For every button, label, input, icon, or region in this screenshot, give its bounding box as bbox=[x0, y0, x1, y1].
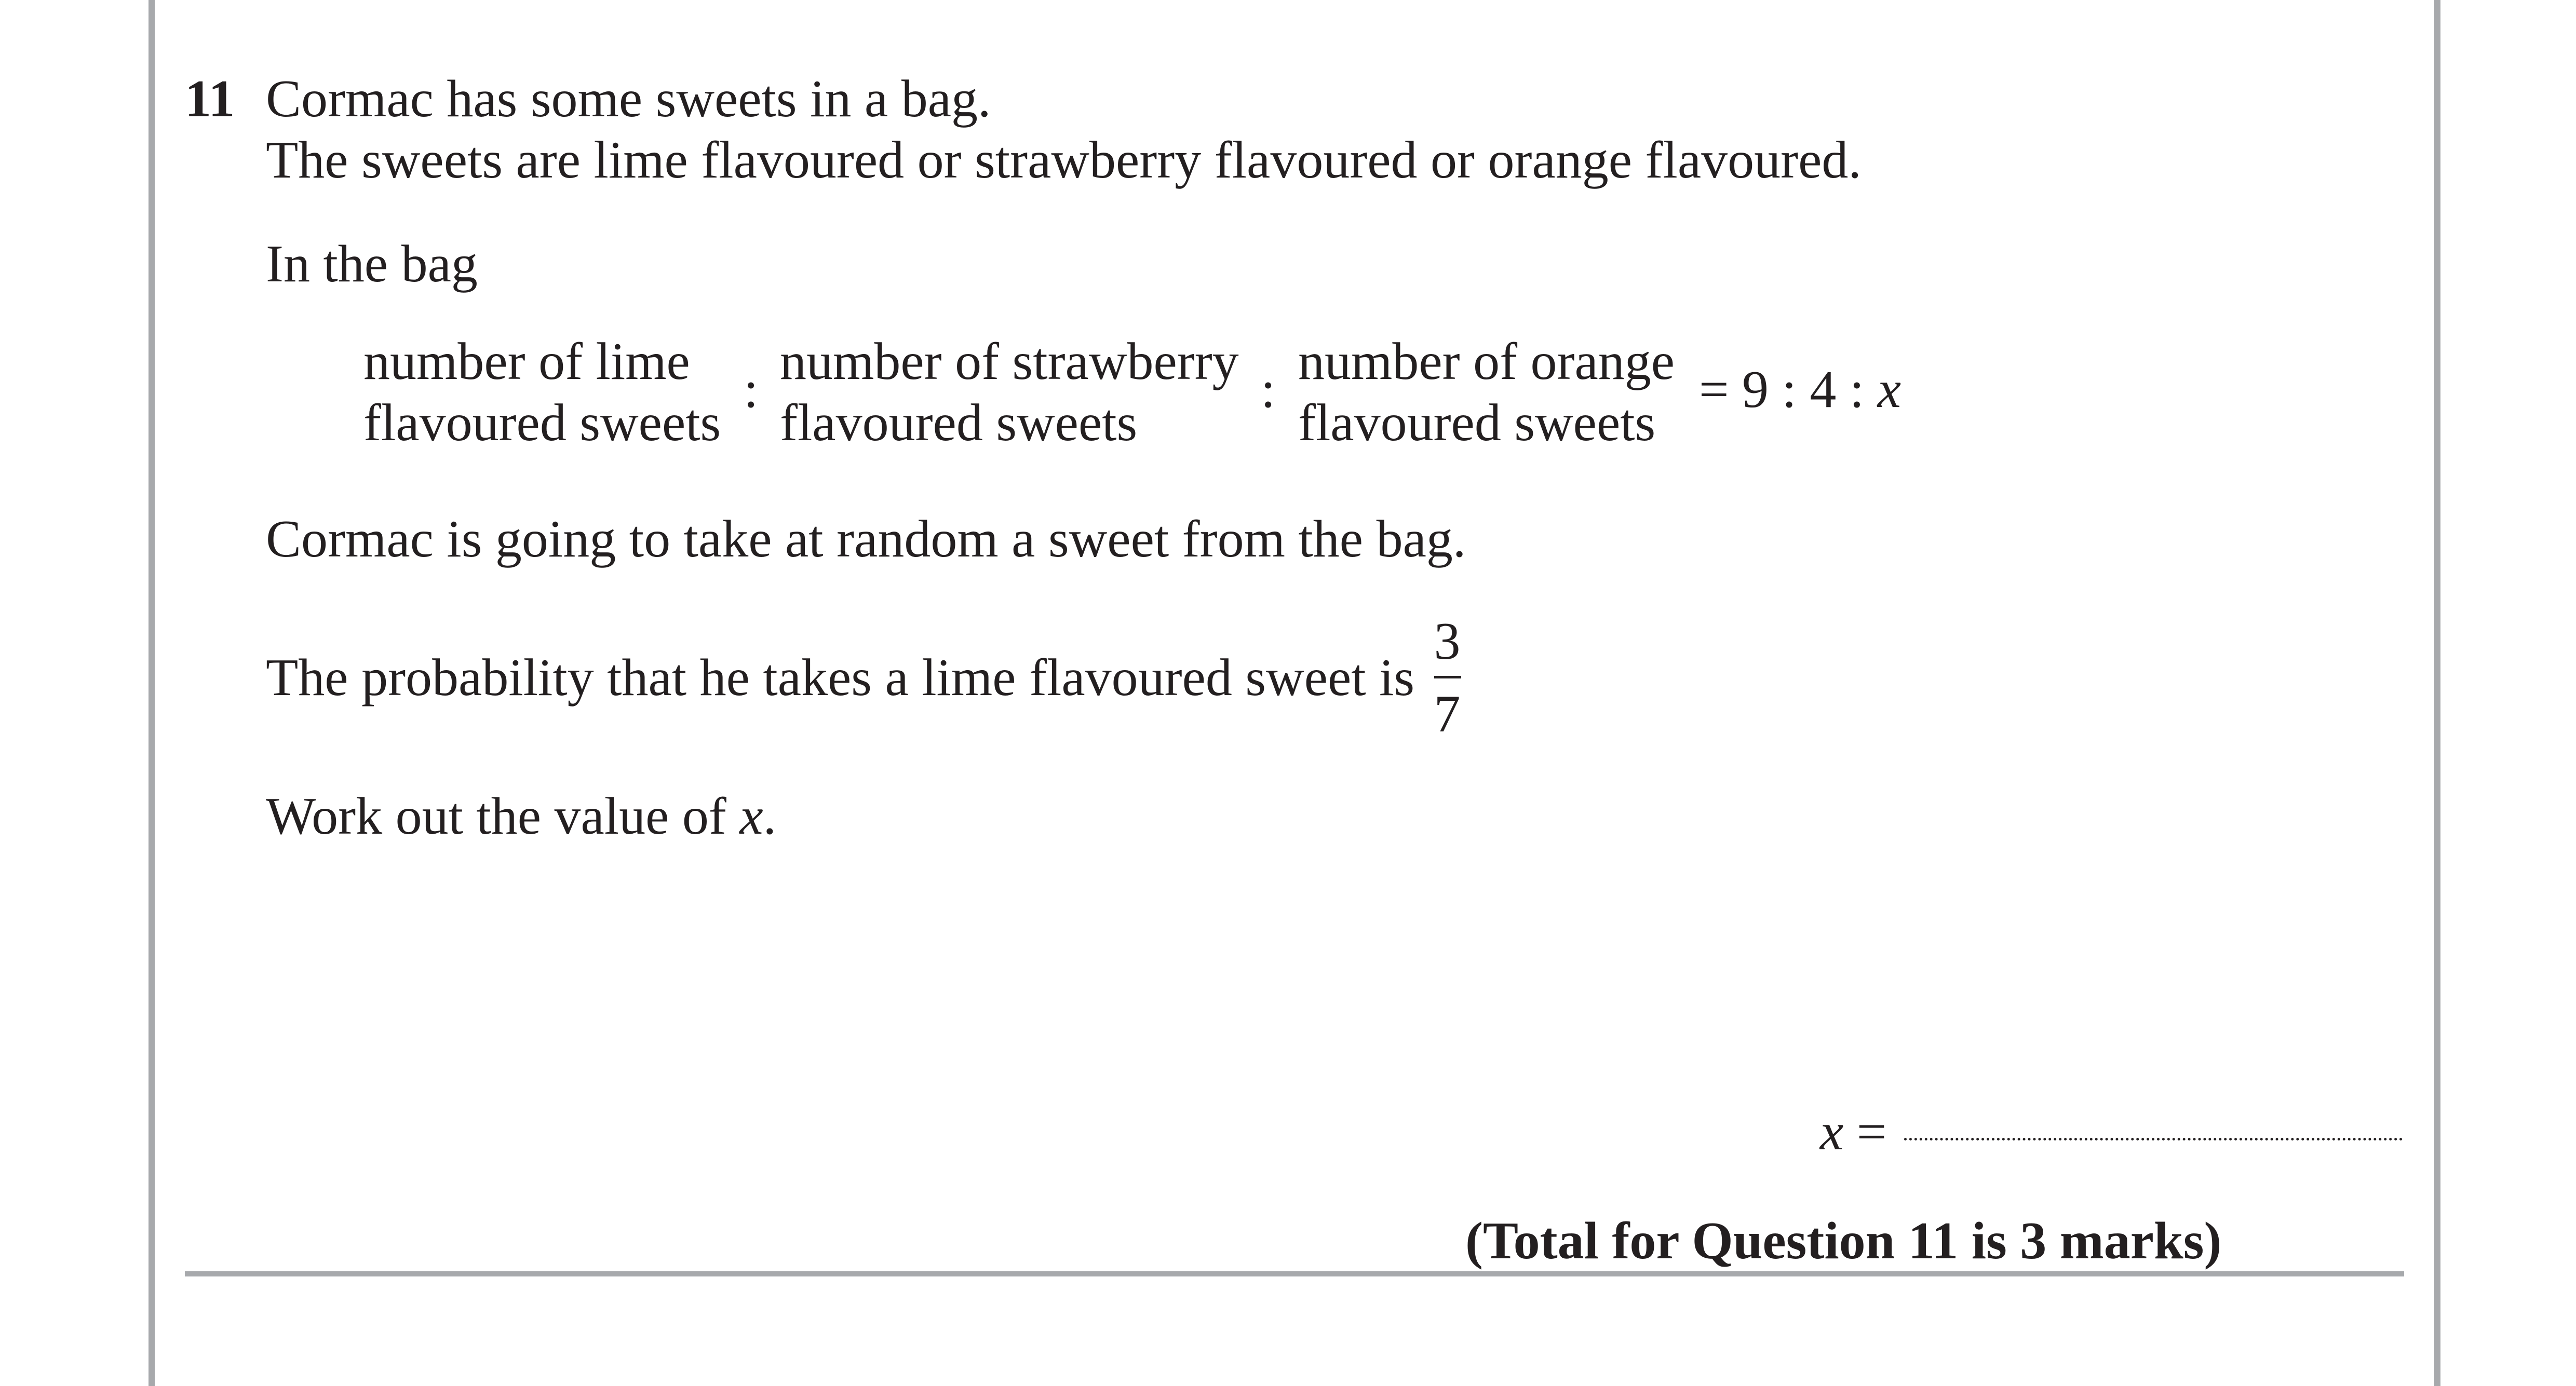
total-marks: (Total for Question 11 is 3 marks) bbox=[1465, 1212, 2222, 1270]
ratio-term-line: number of lime bbox=[363, 332, 690, 391]
instruction-text bbox=[266, 787, 777, 846]
ratio-term-strawberry bbox=[780, 331, 1239, 454]
ratio-term-line: flavoured sweets bbox=[363, 393, 721, 452]
question-line-2: The sweets are lime flavoured or strawberry flavoured or orange flavoured. bbox=[266, 131, 1862, 189]
question-line-1: Cormac has some sweets in a bag. bbox=[266, 70, 991, 128]
fraction-denominator: 7 bbox=[1434, 685, 1461, 743]
probability-text: The probability that he takes a lime flavoured sweet is bbox=[266, 648, 1415, 707]
random-text: Cormac is going to take at random a sweet from the bag. bbox=[266, 510, 1466, 568]
ratio-colon: : bbox=[744, 360, 759, 419]
page-border-left bbox=[149, 0, 155, 1386]
ratio-equals: = 9 : 4 : bbox=[1699, 360, 1878, 419]
page-border-right bbox=[2434, 0, 2440, 1386]
ratio-values bbox=[1699, 360, 1901, 419]
ratio-term-orange bbox=[1298, 331, 1675, 454]
answer-label bbox=[1820, 1103, 1887, 1161]
fraction-numerator: 3 bbox=[1434, 612, 1461, 671]
instruction-variable: x bbox=[739, 787, 763, 846]
ratio-term-lime bbox=[363, 331, 721, 454]
answer-line[interactable] bbox=[1904, 1138, 2403, 1140]
answer-equals: = bbox=[1856, 1103, 1887, 1161]
ratio-term-line: flavoured sweets bbox=[780, 393, 1138, 452]
instruction-suffix: . bbox=[763, 787, 777, 846]
ratio-term-line: flavoured sweets bbox=[1298, 393, 1656, 452]
instruction-prefix: Work out the value of bbox=[266, 787, 740, 846]
fraction-bar bbox=[1434, 676, 1461, 678]
ratio-colon: : bbox=[1261, 360, 1276, 419]
question-divider bbox=[185, 1271, 2404, 1276]
question-number: 11 bbox=[185, 70, 235, 128]
ratio-variable: x bbox=[1877, 360, 1901, 419]
in-the-bag-label: In the bag bbox=[266, 235, 478, 293]
ratio-term-line: number of orange bbox=[1298, 332, 1675, 391]
answer-variable: x bbox=[1820, 1103, 1844, 1161]
ratio-term-line: number of strawberry bbox=[780, 332, 1239, 391]
